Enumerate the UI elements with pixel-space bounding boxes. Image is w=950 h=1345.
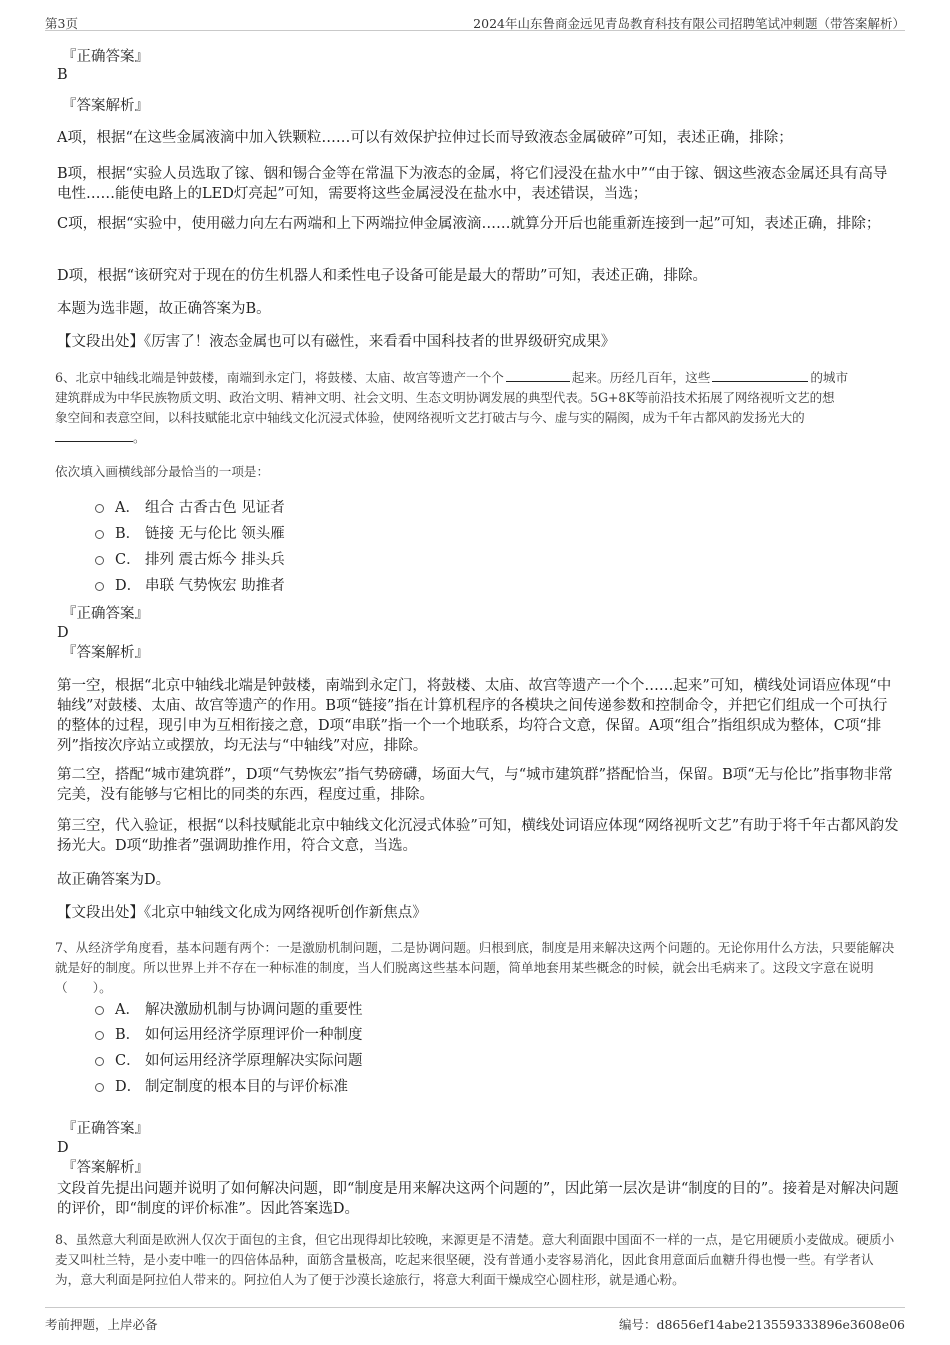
q6-source-label: 【文段出处】	[57, 905, 144, 921]
q6-answer: D	[57, 625, 69, 641]
page-number: 第3页	[45, 16, 78, 31]
q6-stem-1c: 的城市	[810, 370, 849, 385]
document-code: 编号：d8656ef14abe213559333896e3608e06	[618, 1317, 905, 1332]
q6-source-title: 《北京中轴线文化成为网络视听创作新焦点》	[144, 905, 427, 921]
q7-analysis-label: 『答案解析』	[62, 1160, 149, 1176]
q6-analysis-2: 第二空，搭配“城市建筑群”，D项“气势恢宏”指气势磅礴，场面大气，与“城市建筑群”搭配恰当，保留。B项“无与伦比”指事物非常完美，没有能够与它相比的同类的东西，程度过重，排除。	[57, 767, 893, 803]
radio-icon[interactable]	[95, 504, 104, 513]
q6-analysis-3: 第三空，代入验证，根据“以科技赋能北京中轴线文化沉浸式体验”可知，横线处词语应体现“网络视听文艺”有助于将千年古都风韵发扬光大。D项“助推者”强调助推作用，符合文意，当选。	[57, 818, 899, 854]
q5-analysis-b: B项，根据“实验人员选取了镓、铟和锡合金等在常温下为液态的金属，将它们浸没在盐水中”“由于镓、铟这些液态金属还具有高导电性……能使电路上的LED灯亮起”可知，需要将这些金属浸没在盐水中，表述错误，当选；	[57, 166, 888, 202]
q6-option-a[interactable]: A． 组合 古香古色 见证者	[115, 498, 285, 518]
q6-prompt: 依次填入画横线部分最恰当的一项是：	[55, 464, 270, 479]
radio-icon[interactable]	[95, 530, 104, 539]
q8-stem: 8、虽然意大利面是欧洲人仅次于面包的主食，但它出现得却比较晚，来源更是不清楚。意大利面跟中国面不一样的一点，是它用硬质小麦做成。硬质小麦又叫杜兰特，是小麦中唯一的四倍体品种，面筋含量极高，吃起来很坚硬，没有普通小麦容易消化，因此食用意面后血糖升得也慢一些。有学者认为，意大利面是阿拉伯人带来的。阿拉伯人为了便于沙漠长途旅行，将意大利面干燥成空心圆柱形，就是通心粉。	[55, 1232, 895, 1287]
q6-stem-line-1	[55, 368, 905, 388]
q5-answer-label: 『正确答案』	[62, 49, 149, 65]
q6-blank-1	[506, 368, 570, 382]
page-header	[45, 10, 905, 31]
q7-option-d[interactable]: D． 制定制度的根本目的与评价标准	[115, 1077, 348, 1097]
q5-source-label: 【文段出处】	[57, 334, 144, 350]
q6-option-d[interactable]: D． 串联 气势恢宏 助推者	[115, 576, 285, 596]
q6-stem-line-4	[55, 428, 146, 448]
q6-analysis-1: 第一空，根据“北京中轴线北端是钟鼓楼，南端到永定门，将鼓楼、太庙、故宫等遗产一个个……起来”可知，横线处词语应体现“中轴线”对鼓楼、太庙、故宫等遗产的作用。B项“链接”指在计算机程序的各模块之间传递参数和控制命令，并把它们组成一个可执行的整体的过程，现引申为互相衔接之意，D项“串联”指一个一个地联系，均符合文意，保留。A项“组合”指组织成为整体，C项“排列”指按次序站立或摆放，均无法与“中轴线”对应，排除。	[57, 678, 892, 754]
q6-stem-1a: 6、北京中轴线北端是钟鼓楼，南端到永定门，将鼓楼、太庙、故宫等遗产一个个	[55, 370, 504, 385]
q6-answer-label: 『正确答案』	[62, 606, 149, 622]
radio-icon[interactable]	[95, 1006, 104, 1015]
q5-analysis-label: 『答案解析』	[62, 98, 149, 114]
q6-option-c[interactable]: C． 排列 震古烁今 排头兵	[115, 550, 285, 570]
document-title: 2024年山东鲁商金远见青岛教育科技有限公司招聘笔试冲刺题（带答案解析）	[473, 16, 905, 31]
q5-source	[57, 332, 615, 352]
q7-analysis: 文段首先提出问题并说明了如何解决问题，即“制度是用来解决这两个问题的”，因此第一层次是讲“制度的目的”。接着是对解决问题的评价，即“制度的评价标准”。因此答案选D。	[57, 1181, 899, 1217]
q5-conclusion: 本题为选非题，故正确答案为B。	[57, 301, 271, 317]
q7-stem: 7、从经济学角度看，基本问题有两个：一是激励机制问题，二是协调问题。归根到底，制度是用来解决这两个问题的。无论你用什么方法，只要能解决就是好的制度。所以世界上并不存在一种标准的制度，当人们脱离这些基本问题，简单地套用某些概念的时候，就会出毛病来了。这段文字意在说明（ ）。	[55, 940, 895, 995]
q5-analysis-a: A项，根据“在这些金属液滴中加入铁颗粒……可以有效保护拉伸过长而导致液态金属破碎”可知，表述正确，排除；	[57, 130, 793, 146]
radio-icon[interactable]	[95, 582, 104, 591]
radio-icon[interactable]	[95, 556, 104, 565]
radio-icon[interactable]	[95, 1057, 104, 1066]
q7-answer-label: 『正确答案』	[62, 1121, 149, 1137]
q7-answer: D	[57, 1140, 69, 1156]
footer-slogan: 考前押题，上岸必备	[45, 1317, 158, 1332]
q6-analysis-label: 『答案解析』	[62, 645, 149, 661]
q7-option-a[interactable]: A． 解决激励机制与协调问题的重要性	[115, 1000, 363, 1020]
q6-stem-1b: 起来。历经几百年，这些	[571, 370, 711, 385]
q5-source-title: 《厉害了！液态金属也可以有磁性，来看看中国科技者的世界级研究成果》	[144, 334, 616, 350]
q5-analysis-d: D项，根据“该研究对于现在的仿生机器人和柔性电子设备可能是最大的帮助”可知，表述正确，排除。	[57, 268, 707, 284]
radio-icon[interactable]	[95, 1031, 104, 1040]
q6-source	[57, 903, 427, 923]
radio-icon[interactable]	[95, 1083, 104, 1092]
q6-stem-4: 。	[133, 430, 146, 445]
q5-answer: B	[57, 67, 68, 83]
q7-option-b[interactable]: B． 如何运用经济学原理评价一种制度	[115, 1025, 363, 1045]
q6-conclusion: 故正确答案为D。	[57, 872, 171, 888]
q6-stem-line-3: 象空间和表意空间，以科技赋能北京中轴线文化沉浸式体验，使网络视听文艺打破古与今、虚与实的隔阂，成为千年古都风韵发扬光大的	[55, 410, 805, 425]
page-footer	[45, 1307, 905, 1334]
q7-option-c[interactable]: C． 如何运用经济学原理解决实际问题	[115, 1051, 363, 1071]
q6-blank-2	[712, 368, 808, 382]
q6-option-b[interactable]: B． 链接 无与伦比 领头雁	[115, 524, 285, 544]
q5-analysis-c: C项，根据“实验中，使用磁力向左右两端和上下两端拉伸金属液滴……就算分开后也能重新连接到一起”可知，表述正确，排除；	[57, 216, 881, 232]
q6-stem-line-2: 建筑群成为中华民族物质文明、政治文明、精神文明、社会文明、生态文明协调发展的典型代表。5G+8K等前沿技术拓展了网络视听文艺的想	[55, 390, 835, 405]
q6-blank-3	[55, 428, 133, 442]
